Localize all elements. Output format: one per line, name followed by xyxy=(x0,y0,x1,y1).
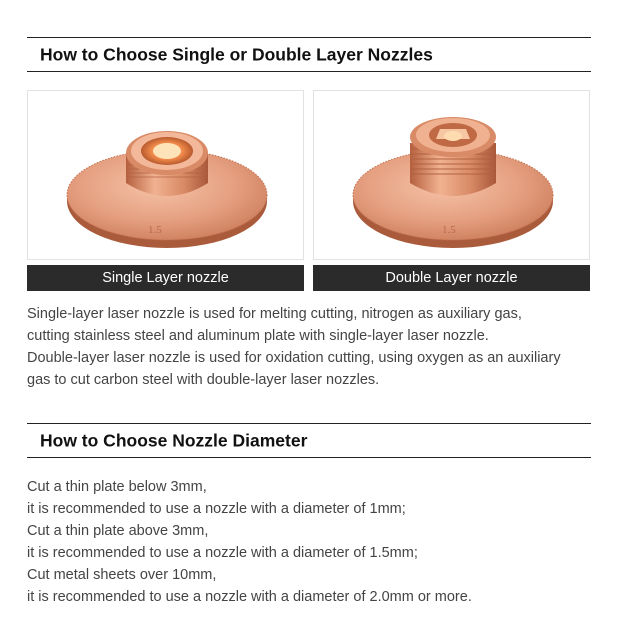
text-line: it is recommended to use a nozzle with a diameter of 1.5mm; xyxy=(27,545,418,561)
text-line: Cut metal sheets over 10mm, xyxy=(27,567,217,583)
caption-single-layer: Single Layer nozzle xyxy=(27,265,304,291)
section-title: How to Choose Single or Double Layer Nozzles xyxy=(40,44,433,64)
section-title: How to Choose Nozzle Diameter xyxy=(40,430,308,450)
nozzle-layer-description xyxy=(27,303,597,391)
double-layer-nozzle-image xyxy=(314,91,590,260)
nozzle-diameter-description xyxy=(27,476,597,608)
text-line: it is recommended to use a nozzle with a diameter of 1mm; xyxy=(27,501,406,517)
text-line: it is recommended to use a nozzle with a diameter of 2.0mm or more. xyxy=(27,589,472,605)
text-line: Double-layer laser nozzle is used for oxidation cutting, using oxygen as an auxiliary xyxy=(27,350,561,366)
text-line: Cut a thin plate above 3mm, xyxy=(27,523,209,539)
single-layer-nozzle-image xyxy=(28,91,304,260)
double-layer-nozzle-photo xyxy=(313,90,590,260)
nozzle-engraving-1: 1.5 xyxy=(148,224,162,236)
nozzle-engraving-2: 1.5 xyxy=(442,224,456,236)
text-line: Single-layer laser nozzle is used for melting cutting, nitrogen as auxiliary gas, xyxy=(27,306,522,322)
text-line: Cut a thin plate below 3mm, xyxy=(27,479,207,495)
caption-double-layer: Double Layer nozzle xyxy=(313,265,590,291)
single-layer-nozzle-photo xyxy=(27,90,304,260)
text-line: cutting stainless steel and aluminum plate with single-layer laser nozzle. xyxy=(27,328,489,344)
section-header-nozzle-diameter xyxy=(27,423,591,458)
section-header-nozzle-layers xyxy=(27,37,591,72)
text-line: gas to cut carbon steel with double-layer laser nozzles. xyxy=(27,372,380,388)
